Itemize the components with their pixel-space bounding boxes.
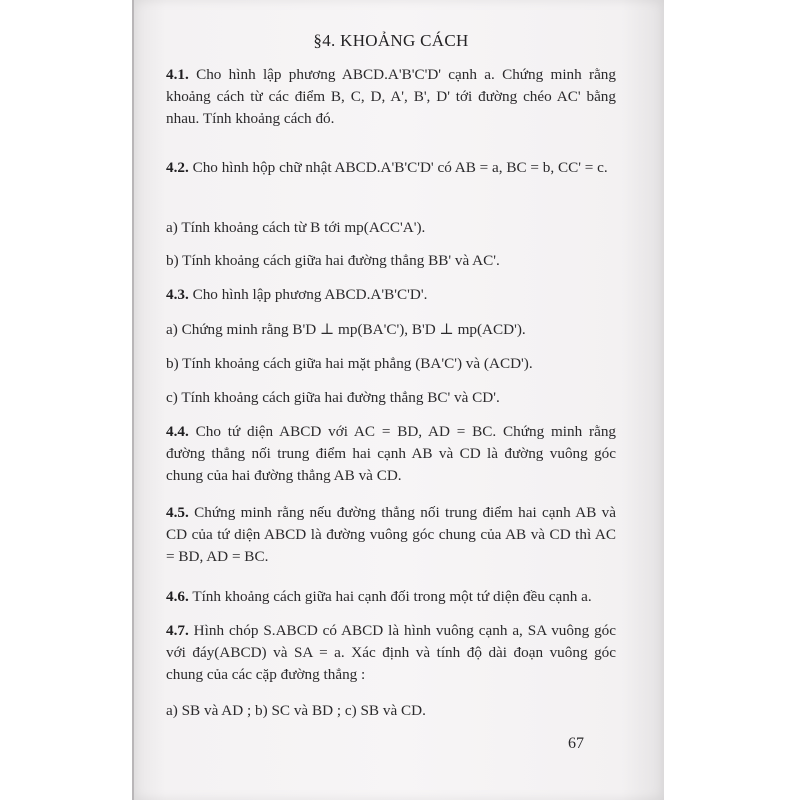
exercise-part: a) Tính khoảng cách từ B tới mp(ACC'A'). [166,219,426,236]
exercise-text: Tính khoảng cách giữa hai cạnh đối trong một tứ diện đều cạnh a. [192,588,592,605]
exercise-4-1 [166,64,616,130]
exercise-part: a) Chứng minh rằng B'D ⊥ mp(BA'C'), B'D ⊥ mp(ACD'). [166,321,526,338]
exercise-part: b) Tính khoảng cách giữa hai đường thẳng BB' và AC'. [166,252,500,269]
exercise-4-3 [166,284,616,306]
exercise-number: 4.3. [166,286,189,303]
exercise-text: Cho hình lập phương ABCD.A'B'C'D' cạnh a. Chứng minh rằng khoảng cách từ các điểm B, C, D, A', B', D' tới đường chéo AC' bằng nhau. Tính khoảng cách đó. [166,66,616,127]
exercise-number: 4.2. [166,159,189,176]
exercise-number: 4.1. [166,66,189,83]
exercise-4-4 [166,421,616,487]
exercise-text: Chứng minh rằng nếu đường thẳng nối trung điểm hai cạnh AB và CD của tứ diện ABCD là đường vuông góc chung của AB và CD thì AC = BD, AD = BC. [166,504,617,565]
exercise-part: b) Tính khoảng cách giữa hai mặt phẳng (BA'C') và (ACD'). [166,355,533,372]
exercise-number: 4.6. [166,588,189,605]
exercise-text: Cho hình hộp chữ nhật ABCD.A'B'C'D' có AB = a, BC = b, CC' = c. [192,159,608,176]
section-title: §4. KHOẢNG CÁCH [313,31,469,50]
page-number: 67 [568,735,584,752]
exercise-text: Cho tứ diện ABCD với AC = BD, AD = BC. Chứng minh rằng đường thẳng nối trung điểm hai cạnh AB và CD là đường vuông góc chung của hai đường thẳng AB và CD. [166,423,617,484]
exercise-number: 4.7. [166,622,189,639]
exercise-number: 4.5. [166,504,189,521]
exercise-4-7 [166,620,616,686]
exercise-4-2 [166,157,616,179]
exercise-part: a) SB và AD ; b) SC và BD ; c) SB và CD. [166,702,426,719]
exercise-part: c) Tính khoảng cách giữa hai đường thẳng BC' và CD'. [166,389,500,406]
exercise-text: Hình chóp S.ABCD có ABCD là hình vuông cạnh a, SA vuông góc với đáy(ABCD) và SA = a. Xác định và tính độ dài đoạn vuông góc chung của các cặp đường thẳng : [166,622,616,683]
exercise-text: Cho hình lập phương ABCD.A'B'C'D'. [192,286,428,303]
exercise-4-5 [166,502,616,568]
exercise-4-6 [166,586,616,608]
exercise-number: 4.4. [166,423,189,440]
